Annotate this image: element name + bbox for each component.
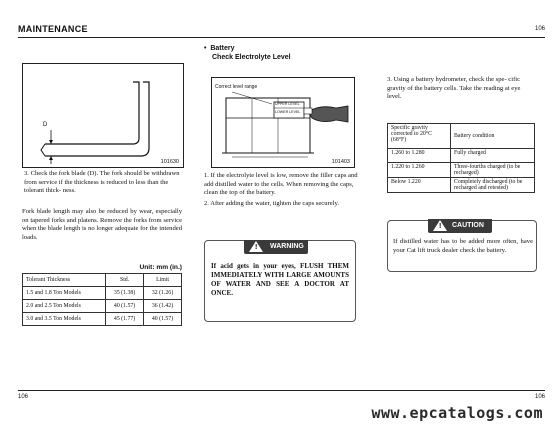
step-hydrometer: 3. Using a battery hydrometer, check the spe- cific gravity of the battery cells. Take the reading at eye level. — [387, 76, 521, 101]
table-row — [23, 313, 182, 326]
table-header: Limit — [144, 274, 182, 287]
warning-box — [204, 240, 356, 322]
table-cell: 1.5 and 1.8 Ton Models — [23, 287, 106, 300]
exclamation-icon: ! — [439, 223, 442, 230]
table-cell: 36 (1.42) — [144, 300, 182, 313]
step-add-water: 1. If the electrolyte level is low, remove the filler caps and add distilled water to the cells. When removing the caps, clean the top of the battery. — [204, 172, 358, 197]
table-row — [23, 300, 182, 313]
page-number-top: 106 — [534, 26, 545, 32]
battery-figure — [211, 77, 355, 168]
section-title: MAINTENANCE — [18, 24, 88, 34]
specific-gravity-table — [387, 123, 535, 193]
heading-battery: Battery — [210, 45, 235, 52]
table-cell: 45 (1.77) — [106, 313, 144, 326]
table-header: Specific gravity corrected to 20°C (68°F) — [388, 124, 451, 149]
table-cell: 3.0 and 3.5 Ton Models — [23, 313, 106, 326]
warning-header — [244, 240, 308, 254]
table-cell: 32 (1.26) — [144, 287, 182, 300]
table-cell: Below 1.220 — [388, 178, 451, 193]
table-row — [388, 178, 535, 193]
watermark: www.epcatalogs.com — [371, 404, 543, 422]
subheading-electrolyte: Check Electrolyte Level — [212, 54, 291, 61]
header-rule — [18, 37, 545, 38]
tolerance-table — [22, 273, 182, 326]
table-cell: 1.260 to 1.280 — [388, 149, 451, 163]
table-header: Battery condition — [451, 124, 535, 149]
label-d: D — [43, 122, 48, 128]
lower-level-label: LOWER LEVEL — [275, 110, 301, 114]
bullet: • — [204, 45, 207, 52]
fork-drawing — [23, 64, 183, 167]
figure-caption: 101630 — [160, 159, 179, 165]
table-cell: 40 (1.57) — [106, 300, 144, 313]
table-cell: 40 (1.57) — [144, 313, 182, 326]
correct-level-label: Correct level range — [215, 84, 258, 90]
caution-header — [428, 219, 492, 233]
page-number-left: 106 — [18, 394, 29, 400]
table-header: Std. — [106, 274, 144, 287]
battery-heading — [204, 44, 291, 62]
figure-caption: 101403 — [331, 159, 350, 165]
table-cell: Completely discharged (to be recharged and retested) — [451, 178, 535, 193]
battery-drawing — [212, 78, 354, 167]
table-cell: 35 (1.38) — [106, 287, 144, 300]
table-row — [388, 149, 535, 163]
warning-text: If acid gets in your eyes, FLUSH THEM IMMEDIATELY WITH LARGE AMOUNTS OF WATER AND SEE A DOCTOR AT ONCE. — [211, 262, 349, 297]
table-cell: Fully charged — [451, 149, 535, 163]
caution-label: CAUTION — [452, 222, 484, 229]
table-cell: 2.0 and 2.5 Ton Models — [23, 300, 106, 313]
exclamation-icon: ! — [255, 244, 258, 251]
unit-label: Unit: mm (in.) — [139, 264, 182, 271]
caution-text: If distilled water has to be added more often, have your Cat lift truck dealer check the battery. — [393, 238, 533, 254]
table-row — [388, 163, 535, 178]
table-cell: Three-fourths charged (to be recharged) — [451, 163, 535, 178]
battery-steps — [204, 172, 358, 208]
footer-rule — [18, 390, 545, 391]
fork-blade-figure — [22, 63, 184, 168]
step-check-fork-blade: 3. Check the fork blade (D). The fork should be withdrawn from service if the thickness is reduced to less than the tolerant thick- ness. — [24, 170, 180, 195]
table-cell: 1.220 to 1.260 — [388, 163, 451, 178]
table-header-row — [388, 124, 535, 149]
caution-box — [387, 220, 537, 272]
table-row — [23, 287, 182, 300]
table-header: Tolerant Thickness — [23, 274, 106, 287]
warning-label: WARNING — [270, 243, 304, 250]
fork-wear-paragraph: Fork blade length may also be reduced by wear, especially on tapered forks and platens. Remove the forks from service when the blade length is no longer adequate for the intended loads. — [22, 208, 182, 241]
upper-level-label: UPPER LEVEL — [275, 102, 300, 106]
table-header-row — [23, 274, 182, 287]
step-tighten-caps: 2. After adding the water, tighten the caps securely. — [204, 199, 339, 207]
page-number-right: 106 — [534, 394, 545, 400]
